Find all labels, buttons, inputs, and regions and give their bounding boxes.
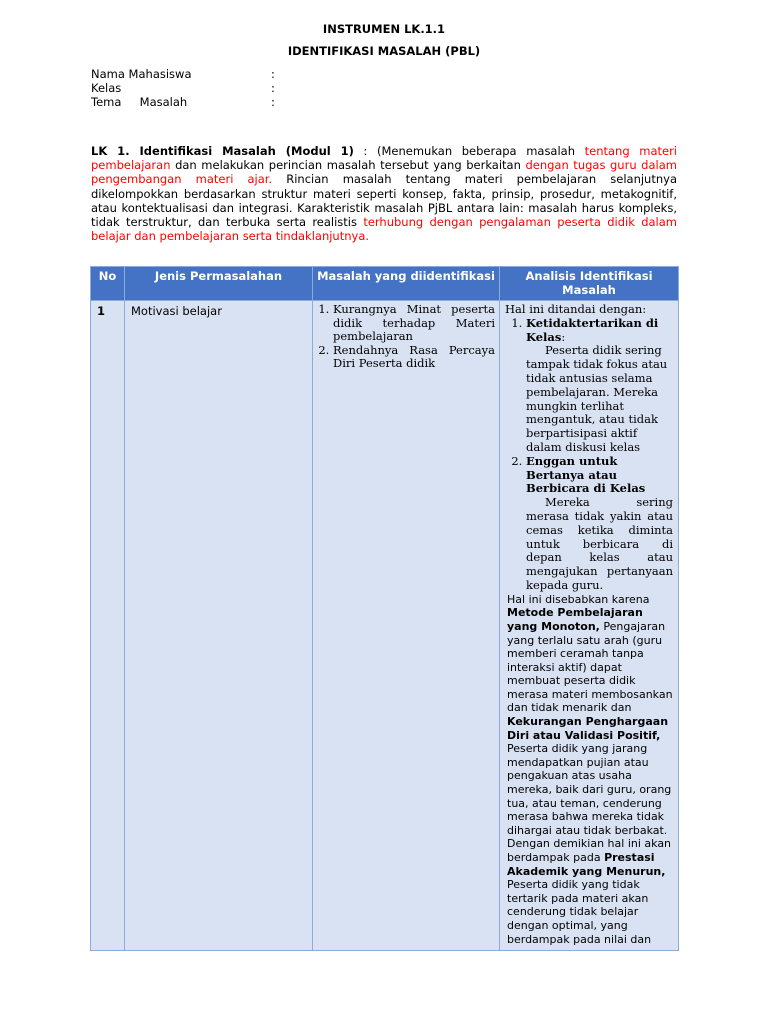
impact-paragraph: Dengan demikian hal ini akan berdampak pada Prestasi Akademik yang Menurun, Peserta didik yang tidak tertarik pada materi akan cenderung tidak belajar dengan optimal, yang berdampak pada nilai dan: [507, 837, 672, 946]
cause-bold: Metode Pembelajaran yang Monoton,: [507, 606, 643, 633]
cause-paragraph: Hal ini disebabkan karena Metode Pembelajaran yang Monoton, Pengajaran yang terlalu satu arah (guru memberi ceramah tanpa interaksi aktif) dapat membuat peserta didik merasa materi membosankan dan tidak menarik dan Kekurangan Penghargaan Diri atau Validasi Positif, Peserta didik yang jarang mendapatkan pujian atau pengakuan atas usaha mereka, baik dari guru, orang tua, atau teman, cenderung merasa bahwa mereka tidak dihargai atau tidak berbakat.: [507, 592, 673, 837]
cell-masalah: [313, 301, 500, 951]
cell-no: 1: [91, 301, 125, 951]
impact-bold: Prestasi Akademik yang Menurun,: [507, 851, 666, 878]
table-header-row: [91, 267, 679, 301]
info-row-tema: [91, 95, 275, 109]
header-no: No: [91, 267, 125, 301]
list-item: 2. Rendahnya Rasa Percaya Diri Peserta didik: [333, 344, 495, 371]
intro-text: Rincian masalah tentang materi pembelajaran selanjutnya dikelompokkan berdasarkan struktur materi seperti konsep, fakta, prinsip, prosedur, metakognitif, atau kontektualisasi dan integrasi. Karakteristik masalah PjBL antara lain: masalah harus kompleks, tidak terstruktur, dan terbuka serta realistis: [91, 172, 677, 230]
intro-text: dan melakukan perincian masalah tersebut yang berkaitan: [170, 158, 526, 173]
document-subtitle: IDENTIFIKASI MASALAH (PBL): [287, 44, 481, 58]
intro-paragraph: [91, 144, 677, 243]
header-jenis: Jenis Permasalahan: [125, 267, 313, 301]
item-title: 1. Ketidaktertarikan di Kelas:: [526, 315, 659, 344]
intro-highlight: terhubung dengan pengalaman peserta didik dalam belajar dan pembelajaran serta tindaklanjutnya.: [91, 215, 677, 244]
item-title: 2. Enggan untuk Bertanya atau Berbicara di Kelas: [526, 453, 646, 496]
intro-highlight: dengan tugas guru dalam pengembangan materi ajar.: [91, 158, 677, 187]
table-row: [91, 301, 679, 951]
intro-highlight: tentang materi pembelajaran: [91, 144, 677, 173]
header-analisis: Analisis Identifikasi Masalah: [500, 267, 679, 301]
header-masalah: Masalah yang diidentifikasi: [313, 267, 500, 301]
info-label: Nama Mahasiswa: [91, 67, 192, 81]
info-label: Kelas: [91, 81, 122, 95]
list-item: 1. Kurangnya Minat peserta didik terhadap Materi pembelajaran: [333, 303, 495, 344]
info-value: :: [271, 67, 275, 81]
info-value: :: [271, 81, 275, 95]
problem-table: [90, 266, 679, 951]
cell-jenis: Motivasi belajar: [125, 301, 313, 951]
info-label: Tema Masalah: [91, 95, 188, 109]
cell-analisis: [500, 301, 679, 951]
info-row-nama: [91, 67, 275, 81]
list-item: [526, 317, 673, 455]
item-text: Mereka sering merasa tidak yakin atau cemas ketika diminta untuk berbicara di depan kelas atau mengajukan pertanyaan kepada guru.: [526, 495, 673, 592]
masalah-list: [315, 303, 495, 371]
intro-text: : (Menemukan beberapa masalah: [353, 144, 585, 158]
intro-heading: LK 1. Identifikasi Masalah (Modul 1): [91, 144, 354, 158]
list-item: [526, 455, 673, 593]
info-value: :: [271, 95, 275, 109]
analisis-intro: Hal ini ditandai dengan:: [505, 302, 647, 316]
analisis-list: [505, 317, 673, 593]
cause-bold: Kekurangan Penghargaan Diri atau Validasi Positif,: [507, 715, 669, 742]
info-row-kelas: [91, 81, 275, 95]
item-text: Peserta didik sering tampak tidak fokus atau tidak antusias selama pembelajaran. Mereka mungkin terlihat mengantuk, atau tidak berpartisipasi aktif dalam diskusi kelas: [526, 343, 668, 454]
document-title: INSTRUMEN LK.1.1: [322, 22, 446, 36]
